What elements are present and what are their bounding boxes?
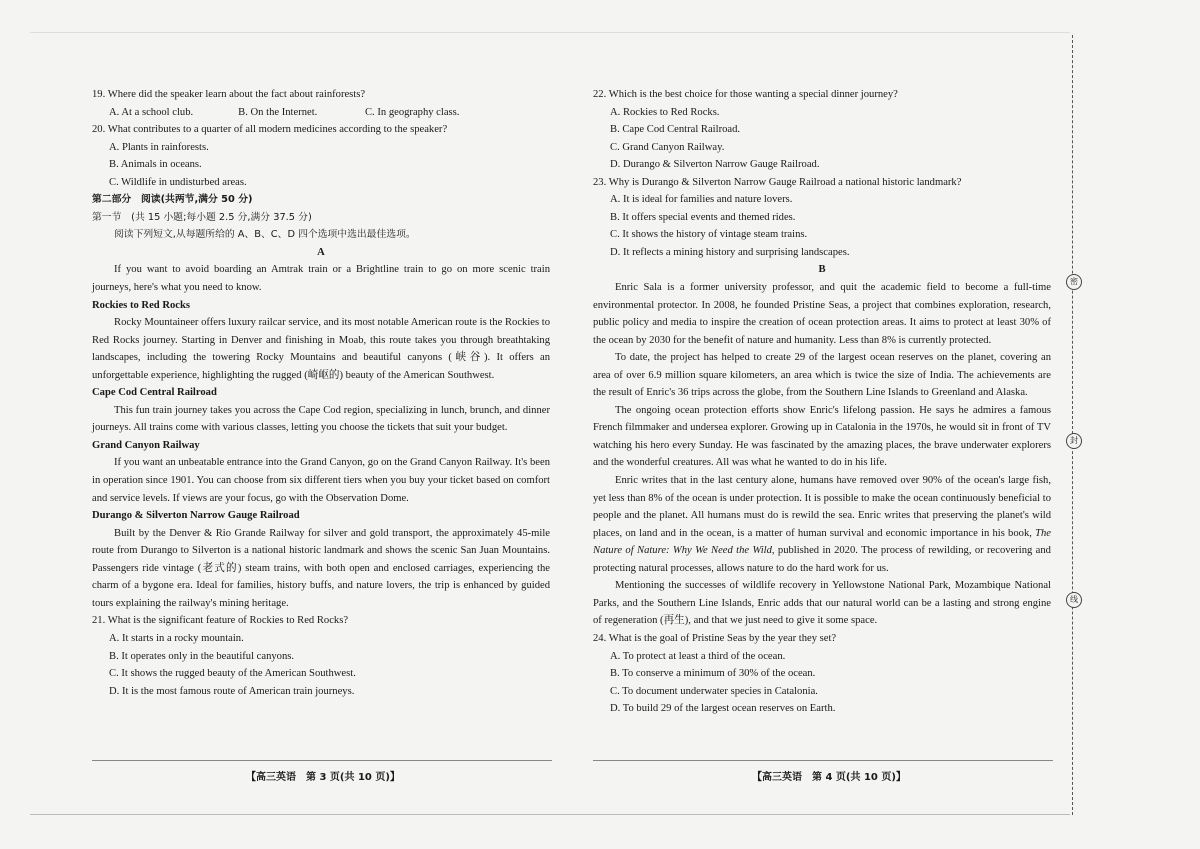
- question-19-options: A. At a school club. B. On the Internet. C. In geography class.: [109, 106, 460, 118]
- para-cape-cod: This fun train journey takes you across the Cape Cod region, specializing in lunch, brunch, and dinner journeys. All trains come with various classes, letting you choose the tickets that suit your budget.: [92, 404, 550, 434]
- q22-option-a: A. Rockies to Red Rocks.: [610, 106, 720, 118]
- para-rockies: Rocky Mountaineer offers luxury railcar service, and its most notable American route is the Rockies to Red Rocks journey. Starting in Denver and finishing in Moab, this route takes you through breathtaking landscapes, including the towering Rocky Mountains and beautiful canyons (峡谷). It offers an unforgettable experience, highlighting the rugged (崎岖的) beauty of the American Southwest.: [92, 317, 550, 381]
- q24-option-a: A. To protect at least a third of the ocean.: [610, 650, 786, 662]
- q23-option-d: D. It reflects a mining history and surprising landscapes.: [610, 246, 850, 258]
- right-column: [593, 86, 1051, 718]
- question-22: 22. Which is the best choice for those wanting a special dinner journey?: [593, 89, 898, 100]
- heading-cape-cod: Cape Cod Central Railroad: [92, 387, 217, 399]
- question-21: 21. What is the significant feature of Rockies to Red Rocks?: [92, 615, 349, 627]
- left-column: [92, 86, 550, 700]
- q23-option-a: A. It is ideal for families and nature lovers.: [610, 194, 793, 206]
- binding-line: [1072, 35, 1073, 815]
- passage-b-label: B: [818, 264, 826, 276]
- heading-durango: Durango & Silverton Narrow Gauge Railroad: [92, 510, 300, 522]
- q21-option-d: D. It is the most famous route of American train journeys.: [109, 685, 355, 697]
- page-footer-right: 【高三英语 第 4 页(共 10 页)】: [752, 772, 906, 783]
- para-b3: The ongoing ocean protection efforts show Enric's lifelong passion. He says he admires a famous French filmmaker and undersea explorer. Growing up in Catalonia in the 1970s, he would sit in front of TV watching his hero every Sunday. He was fascinated by the amazing places, the brave underwater explorers and the wonderful creatures. All was what he wanted to do in his life.: [593, 404, 1051, 469]
- question-24: 24. What is the goal of Pristine Seas by the year they set?: [593, 632, 837, 644]
- question-20: 20. What contributes to a quarter of all modern medicines according to the speaker?: [92, 124, 448, 136]
- passage-a-label: A: [317, 246, 325, 258]
- para-grand-canyon: If you want an unbeatable entrance into the Grand Canyon, go on the Grand Canyon Railway. It's been in operation since 1901. You can choose from six different tiers when you buy your ticket based on comfort and service levels. If views are your focus, go with the Observation Dome.: [92, 457, 550, 504]
- page-footer-left: 【高三英语 第 3 页(共 10 页)】: [246, 772, 400, 783]
- q20-option-a: A. Plants in rainforests.: [109, 141, 209, 153]
- para-b4-end: , published in 2020. The process of rewilding, or recovering and protecting natural processes, allows nature to do the hard work for us.: [593, 545, 1051, 574]
- q24-option-b: B. To conserve a minimum of 30% of the ocean.: [610, 668, 816, 680]
- q24-option-c: C. To document underwater species in Catalonia.: [610, 685, 818, 697]
- q22-option-d: D. Durango & Silverton Narrow Gauge Railroad.: [610, 159, 820, 171]
- q22-option-c: C. Grand Canyon Railway.: [610, 141, 725, 153]
- seal-mark-1: 密: [1066, 274, 1082, 290]
- para-b4: [593, 472, 1051, 577]
- top-edge: [30, 32, 1070, 33]
- para-durango: Built by the Denver & Rio Grande Railway for silver and gold transport, the approximately 45-mile route from Durango to Silverton is a national historic landmark and shows the scenic San Juan Mountains. Passengers ride vintage (老式的) steam trains, with both open and enclosed carriages, experiencing the charm of a bygone era. Ideal for families, history buffs, and nature lovers, the trip is enhanced by guided tours explaining the railway's mining heritage.: [92, 527, 550, 609]
- para-b4-start: Enric writes that in the last century alone, humans have removed over 90% of the ocean's large fish, yet less than 8% of the ocean is under protection. It is possible to make the ocean continuously beneficial to people and the planet. All humans must do is rewild the sea. Enric writes that preserving the planet's wild places, on land and in the ocean, is a matter of human survival and economic importance in his book,: [593, 475, 1051, 539]
- q22-option-b: B. Cape Cod Central Railroad.: [610, 124, 741, 136]
- seal-mark-3: 线: [1066, 592, 1082, 608]
- q24-option-d: D. To build 29 of the largest ocean reserves on Earth.: [610, 703, 836, 715]
- q20-option-b: B. Animals in oceans.: [109, 159, 202, 171]
- q21-option-c: C. It shows the rugged beauty of the American Southwest.: [109, 668, 356, 680]
- q23-option-c: C. It shows the history of vintage steam trains.: [610, 229, 808, 241]
- bottom-rule-left: [92, 760, 552, 761]
- q21-option-a: A. It starts in a rocky mountain.: [109, 632, 244, 644]
- para-b2: To date, the project has helped to create 29 of the largest ocean reserves on the planet, covering an area of over 6.9 million square kilometers, an area which is twice the size of India. The achievements are the result of Enric's 36 trips across the globe, from the Southern Line Islands to Greenland and Alaska.: [593, 352, 1051, 399]
- para-b5: Mentioning the successes of wildlife recovery in Yellowstone National Park, Mozambique National Parks, and the Southern Line Islands, Enric adds that our natural world can be a lasting and strong engine of regeneration (再生), and that we just need to give it some space.: [593, 580, 1051, 627]
- para-b1: Enric Sala is a former university professor, and quit the academic field to become a full-time environmental protector. In 2008, he founded Pristine Seas, a project that combines exploration, research, public policy and media to inspire the creation of ocean protection areas. It aims to protect at least 30% of the ocean by 2030 for the benefit of nature and humanity. Less than 8% is currently protected.: [593, 282, 1051, 346]
- section-one-heading: 第一节 (共 15 小题;每小题 2.5 分,满分 37.5 分): [92, 211, 312, 223]
- instructions: 阅读下列短文,从每题所给的 A、B、C、D 四个选项中选出最佳选项。: [114, 229, 416, 241]
- question-19: 19. Where did the speaker learn about the fact about rainforests?: [92, 89, 366, 100]
- part-two-heading: 第二部分 阅读(共两节,满分 50 分): [92, 194, 253, 206]
- q21-option-b: B. It operates only in the beautiful canyons.: [109, 650, 295, 662]
- bottom-rule-right: [593, 760, 1053, 761]
- heading-rockies: Rockies to Red Rocks: [92, 299, 190, 311]
- q20-option-c: C. Wildlife in undisturbed areas.: [109, 176, 247, 188]
- bottom-edge: [30, 814, 1070, 815]
- passage-a-intro: If you want to avoid boarding an Amtrak train or a Brightline train to go on more scenic train journeys, here's what you need to know.: [92, 264, 550, 294]
- question-23: 23. Why is Durango & Silverton Narrow Gauge Railroad a national historic landmark?: [593, 176, 962, 188]
- heading-grand-canyon: Grand Canyon Railway: [92, 439, 200, 451]
- q23-option-b: B. It offers special events and themed rides.: [610, 211, 796, 223]
- book-title: The Nature of Nature: Why We Need the Wild: [593, 527, 1051, 557]
- seal-mark-2: 封: [1066, 433, 1082, 449]
